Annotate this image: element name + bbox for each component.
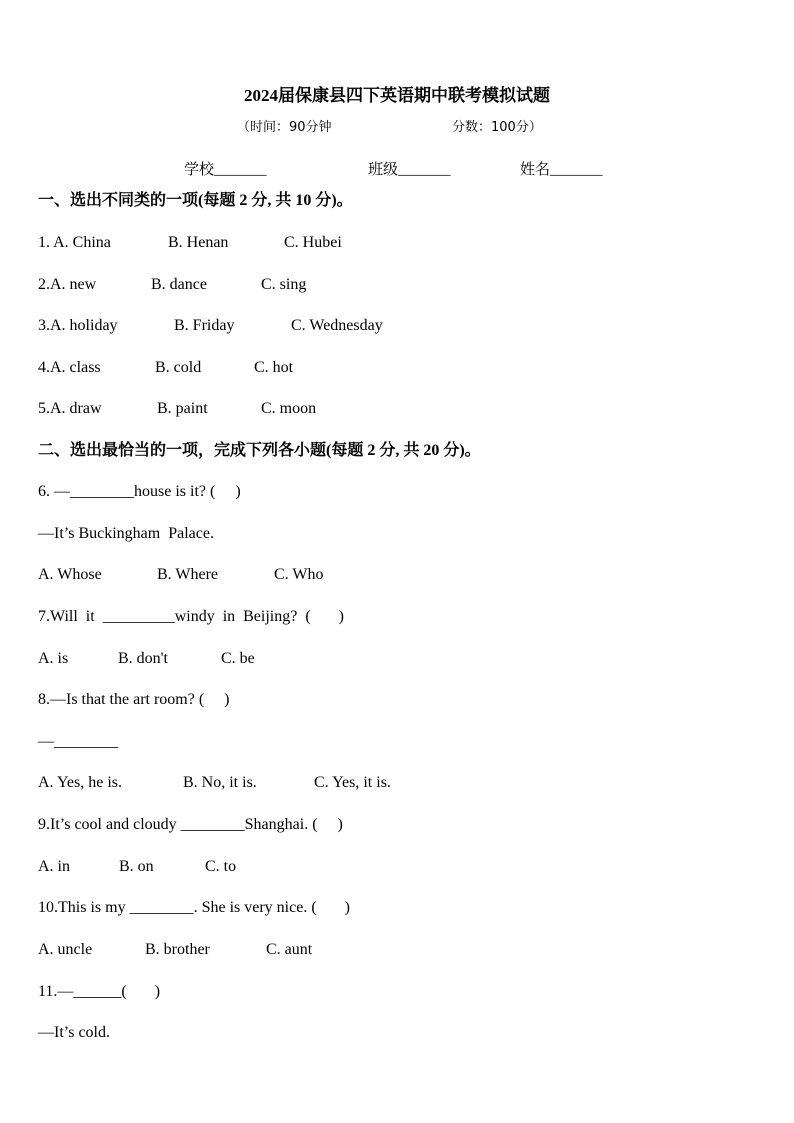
question-stem: 9.It’s cool and cloudy ________Shanghai. ( ) — [38, 816, 343, 833]
option-a: 3.A. holiday — [38, 317, 118, 334]
section-2-heading: 二、选出最恰当的一项，完成下列各小题(每题 2 分, 共 20 分)。 — [38, 442, 481, 459]
name-field: 姓名_______ — [520, 162, 603, 178]
page-title: 2024届保康县四下英语期中联考模拟试题 — [244, 86, 550, 105]
option-b: B. dance — [151, 276, 207, 293]
option-a: A. in — [38, 858, 70, 875]
option-c: C. to — [205, 858, 237, 875]
question-reply: —It’s cold. — [38, 1024, 110, 1041]
question-stem: 10.This is my ________. She is very nice. ( ) — [38, 899, 350, 916]
option-c: C. Who — [274, 566, 324, 583]
question-reply: —________ — [38, 733, 118, 750]
option-c: C. hot — [254, 359, 294, 376]
time-info: （时间：90分钟 — [237, 120, 332, 135]
option-b: B. paint — [157, 400, 208, 417]
option-a: A. Yes, he is. — [38, 774, 123, 791]
option-c: C. Hubei — [284, 234, 342, 251]
question-stem: 11.—______( ) — [38, 983, 161, 1000]
question-reply: —It’s Buckingham Palace. — [38, 525, 214, 542]
option-b: B. Where — [157, 566, 219, 583]
question-stem: 7.Will it _________windy in Beijing? ( ) — [38, 608, 344, 625]
option-b: B. Friday — [174, 317, 235, 334]
option-a: A. uncle — [38, 941, 93, 958]
option-b: B. Henan — [168, 234, 229, 251]
option-a: 2.A. new — [38, 276, 97, 293]
option-c: C. Yes, it is. — [314, 774, 391, 791]
question-stem: 6. —________house is it? ( ) — [38, 483, 241, 500]
score-info: 分数：100分） — [452, 120, 542, 135]
option-a: 5.A. draw — [38, 400, 102, 417]
school-field: 学校_______ — [184, 162, 267, 178]
option-b: B. brother — [145, 941, 210, 958]
option-c: C. moon — [261, 400, 317, 417]
option-b: B. No, it is. — [183, 774, 257, 791]
class-field: 班级_______ — [368, 162, 451, 178]
option-b: B. cold — [155, 359, 202, 376]
option-c: C. Wednesday — [291, 317, 383, 334]
option-a: 1. A. China — [38, 234, 111, 251]
option-c: C. sing — [261, 276, 307, 293]
option-c: C. aunt — [266, 941, 313, 958]
option-c: C. be — [221, 650, 255, 667]
question-stem: 8.—Is that the art room? ( ) — [38, 691, 230, 708]
section-1-heading: 一、选出不同类的一项(每题 2 分, 共 10 分)。 — [38, 192, 353, 209]
option-a: A. is — [38, 650, 69, 667]
option-a: 4.A. class — [38, 359, 101, 376]
option-b: B. don't — [118, 650, 168, 667]
option-b: B. on — [119, 858, 154, 875]
option-a: A. Whose — [38, 566, 102, 583]
